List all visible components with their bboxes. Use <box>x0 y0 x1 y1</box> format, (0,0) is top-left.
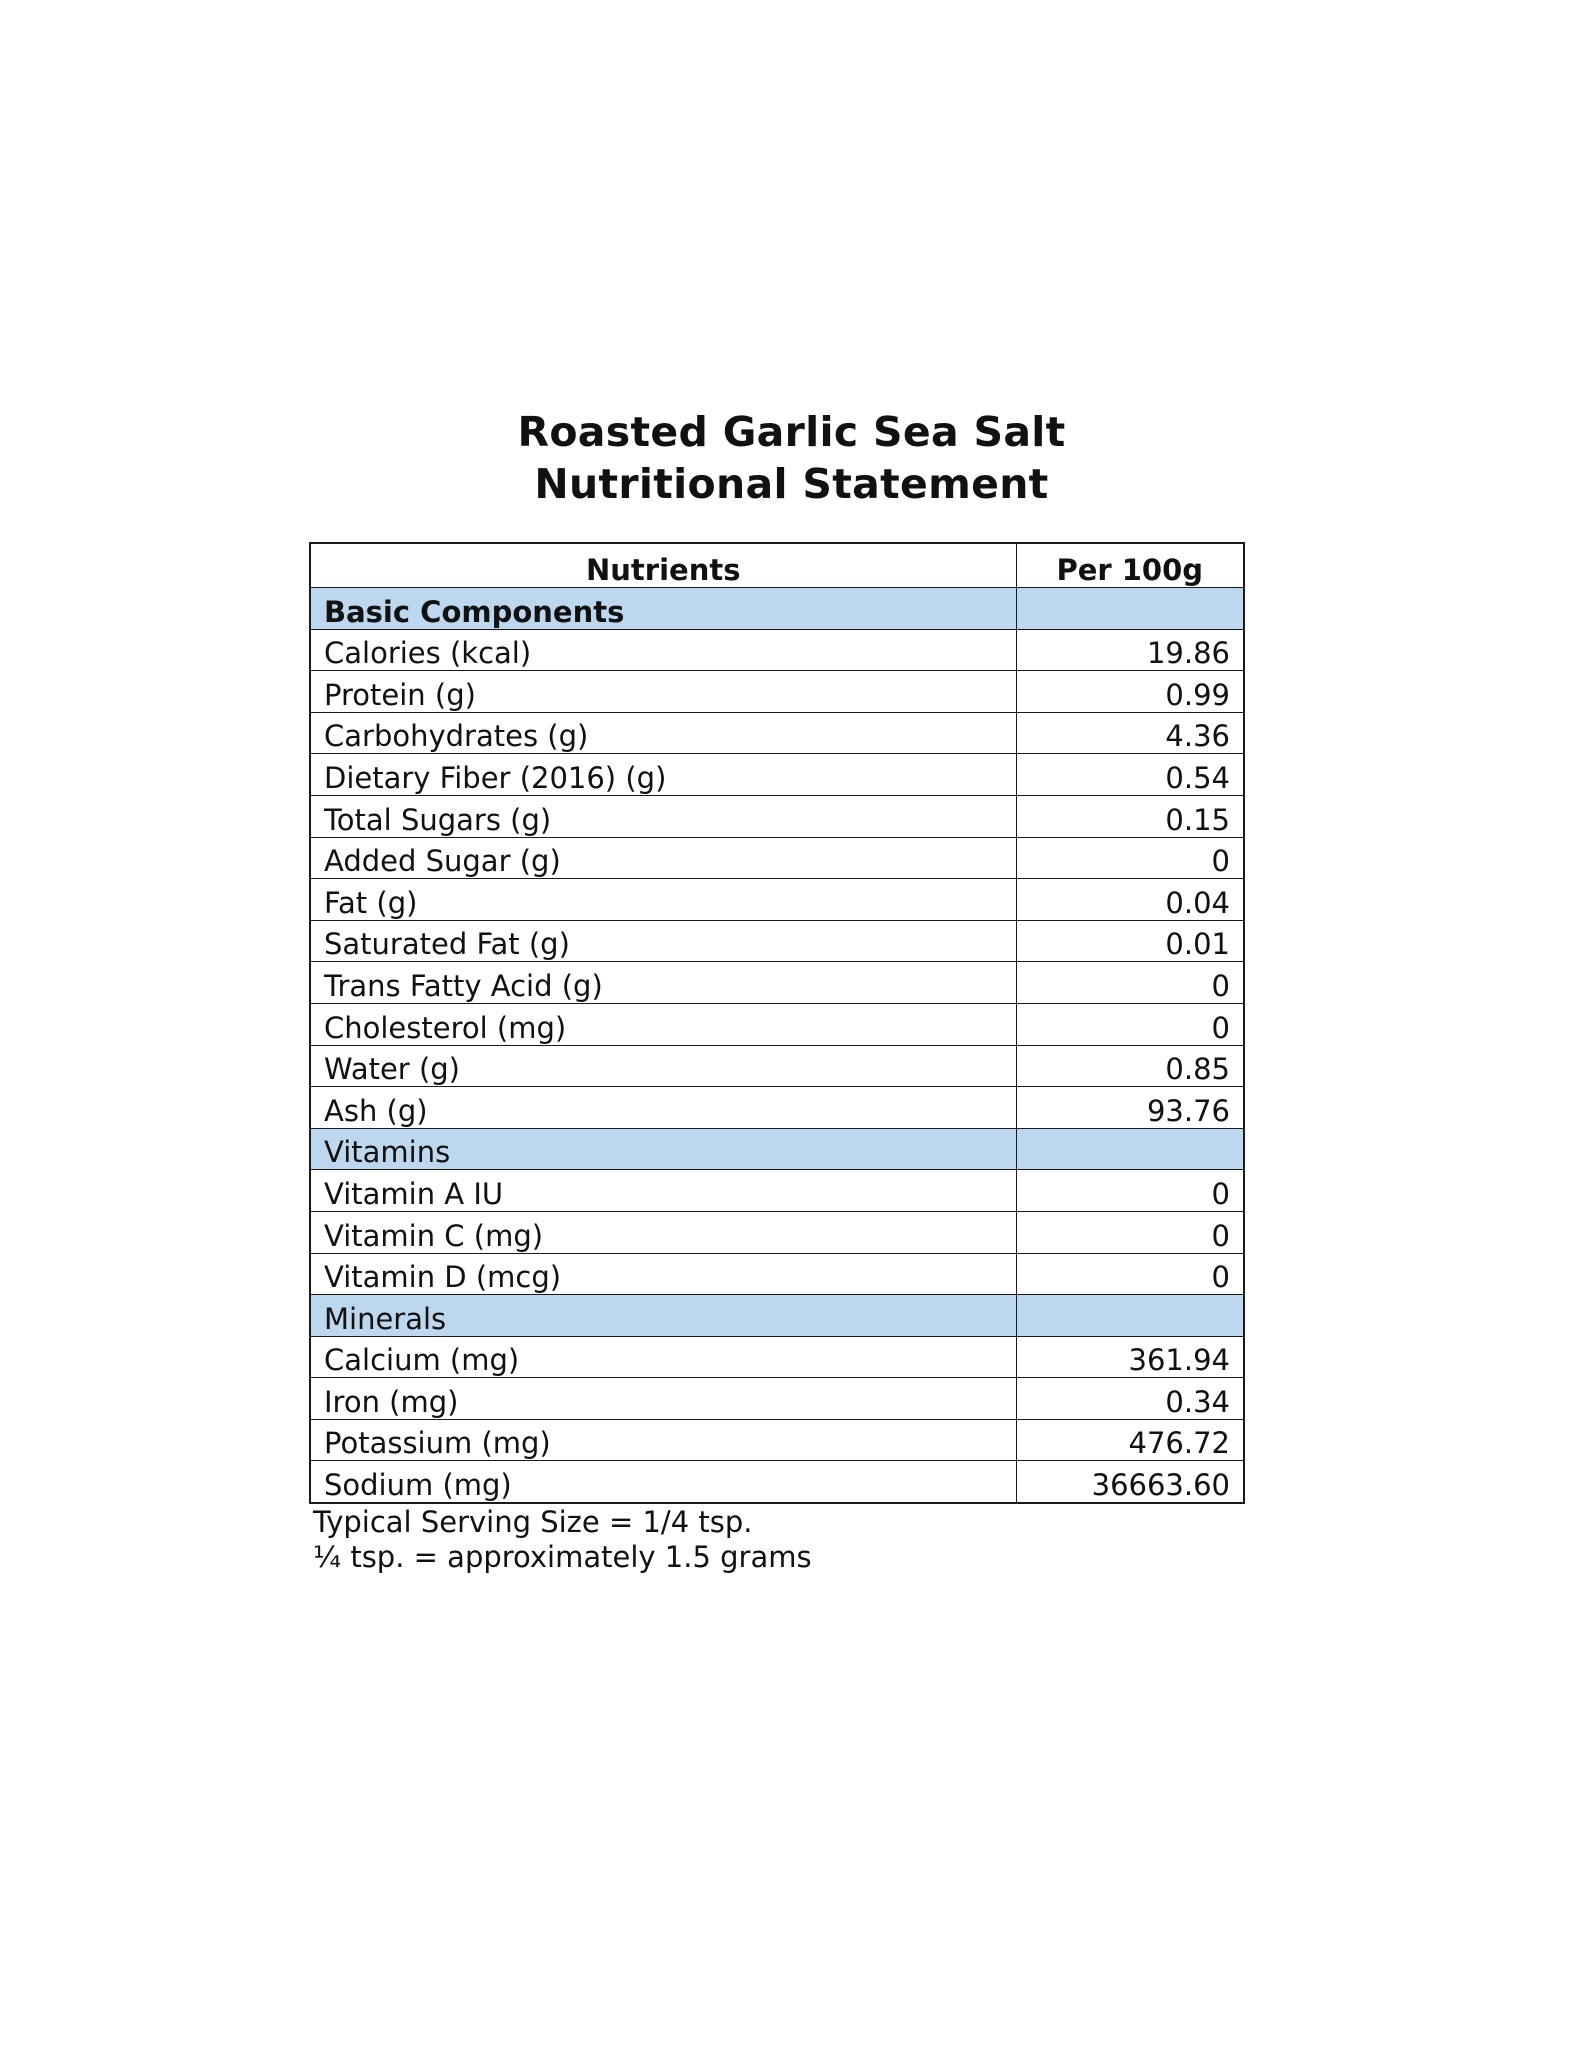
table-row <box>310 1045 1244 1087</box>
nutrient-value: 0 <box>1016 962 1244 1004</box>
table-row <box>310 1211 1244 1253</box>
nutrient-name: Cholesterol (mg) <box>310 1003 1016 1045</box>
table-row <box>310 837 1244 879</box>
table-header-row <box>310 543 1244 588</box>
table-row <box>310 1336 1244 1378</box>
nutrient-value: 361.94 <box>1016 1336 1244 1378</box>
nutrient-value: 36663.60 <box>1016 1461 1244 1503</box>
nutrient-name: Sodium (mg) <box>310 1461 1016 1503</box>
section-value-cell <box>1016 1295 1244 1337</box>
nutrient-name: Water (g) <box>310 1045 1016 1087</box>
nutrient-value: 0 <box>1016 837 1244 879</box>
document-title <box>0 406 1583 510</box>
nutrient-name: Carbohydrates (g) <box>310 712 1016 754</box>
section-label: Vitamins <box>310 1128 1016 1170</box>
serving-size-note: Typical Serving Size = 1/4 tsp. <box>313 1505 753 1539</box>
table-row <box>310 1170 1244 1212</box>
table-row <box>310 712 1244 754</box>
nutrient-name: Added Sugar (g) <box>310 837 1016 879</box>
table-row <box>310 795 1244 837</box>
table-row <box>310 962 1244 1004</box>
header-per-100g: Per 100g <box>1016 543 1244 588</box>
table-row <box>310 879 1244 921</box>
nutrient-value: 19.86 <box>1016 629 1244 671</box>
table-row <box>310 1087 1244 1129</box>
nutrient-name: Protein (g) <box>310 671 1016 713</box>
nutrient-value: 0 <box>1016 1253 1244 1295</box>
table-row <box>310 754 1244 796</box>
table-row <box>310 671 1244 713</box>
serving-notes <box>313 1505 812 1575</box>
section-value-cell <box>1016 1128 1244 1170</box>
table-row <box>310 1419 1244 1461</box>
nutrient-name: Saturated Fat (g) <box>310 920 1016 962</box>
section-row <box>310 1295 1244 1337</box>
nutrient-name: Dietary Fiber (2016) (g) <box>310 754 1016 796</box>
nutrient-value: 0.54 <box>1016 754 1244 796</box>
section-label: Basic Components <box>310 588 1016 630</box>
nutrient-value: 0.85 <box>1016 1045 1244 1087</box>
nutrient-value: 0.34 <box>1016 1378 1244 1420</box>
nutrient-name: Trans Fatty Acid (g) <box>310 962 1016 1004</box>
nutrient-name: Potassium (mg) <box>310 1419 1016 1461</box>
title-line-2: Nutritional Statement <box>534 460 1049 508</box>
nutrient-name: Fat (g) <box>310 879 1016 921</box>
nutrient-value: 0.15 <box>1016 795 1244 837</box>
nutrient-value: 4.36 <box>1016 712 1244 754</box>
table-row <box>310 629 1244 671</box>
section-label: Minerals <box>310 1295 1016 1337</box>
table-row <box>310 1003 1244 1045</box>
nutrient-value: 0 <box>1016 1211 1244 1253</box>
nutrient-value: 0.01 <box>1016 920 1244 962</box>
nutrient-value: 0.99 <box>1016 671 1244 713</box>
section-row <box>310 1128 1244 1170</box>
gram-conversion-note: ¼ tsp. = approximately 1.5 grams <box>313 1540 812 1574</box>
table-body <box>310 588 1244 1504</box>
table-row <box>310 1461 1244 1503</box>
nutrient-value: 0.04 <box>1016 879 1244 921</box>
nutrient-name: Vitamin C (mg) <box>310 1211 1016 1253</box>
title-line-1: Roasted Garlic Sea Salt <box>517 408 1066 456</box>
header-nutrients: Nutrients <box>310 543 1016 588</box>
table-row <box>310 1253 1244 1295</box>
nutrient-name: Vitamin D (mcg) <box>310 1253 1016 1295</box>
nutrition-table <box>309 542 1245 1504</box>
nutrient-value: 93.76 <box>1016 1087 1244 1129</box>
nutrient-name: Ash (g) <box>310 1087 1016 1129</box>
section-value-cell <box>1016 588 1244 630</box>
table-row <box>310 920 1244 962</box>
nutrient-name: Calories (kcal) <box>310 629 1016 671</box>
nutrient-name: Total Sugars (g) <box>310 795 1016 837</box>
nutrient-name: Vitamin A IU <box>310 1170 1016 1212</box>
section-row <box>310 588 1244 630</box>
nutrient-name: Calcium (mg) <box>310 1336 1016 1378</box>
table-row <box>310 1378 1244 1420</box>
nutrient-value: 0 <box>1016 1003 1244 1045</box>
nutrient-name: Iron (mg) <box>310 1378 1016 1420</box>
nutrient-value: 0 <box>1016 1170 1244 1212</box>
nutrient-value: 476.72 <box>1016 1419 1244 1461</box>
